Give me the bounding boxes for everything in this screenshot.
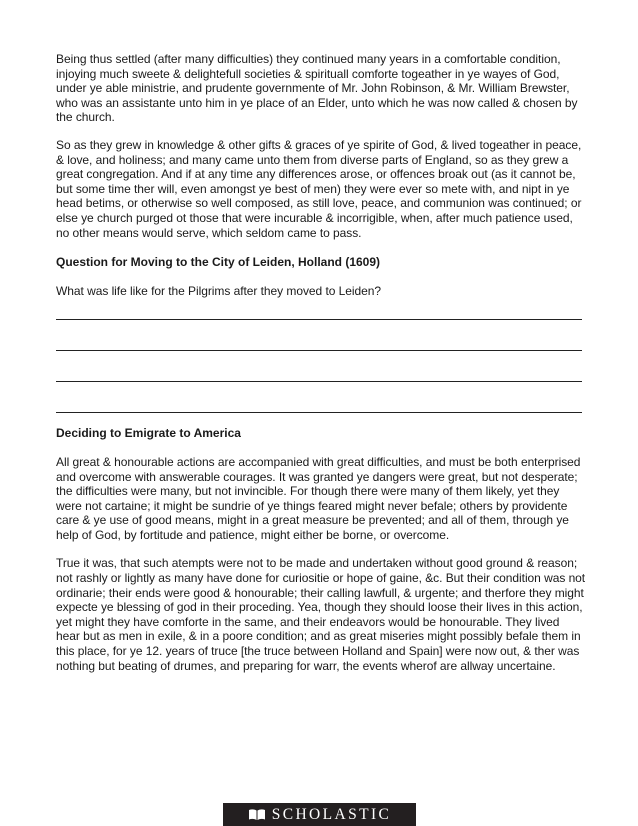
answer-line[interactable] [56, 319, 582, 320]
leiden-question-heading: Question for Moving to the City of Leiden, Holland (1609) [56, 255, 381, 270]
scholastic-logo [223, 803, 416, 826]
open-book-icon [248, 808, 266, 821]
answer-lines [56, 319, 586, 413]
america-paragraph-2: True it was, that such atempts were not to be made and undertaken without good ground & reason; not rashly or lightly as many have done for curiositie or hope of gaine, &c. But their condition was not ordinarie; their ends were good & honourable; their calling lawfull, & urgente; and therfore they might expecte ye blessing of god in their proceding. Yea, though they should loose their lives in this action, yet might they have comforte in the same, and their endeavors would be honourable. They lived hear but as men in exile, & in a poore condition; and as great miseries might possibly befale them in this place, for ye 12. years of truce [the truce between Holland and Spain] were now out, & ther was nothing but beating of drumes, and preparing for warr, the events wherof are allway uncertaine. [56, 556, 586, 673]
answer-line[interactable] [56, 412, 582, 413]
leiden-paragraph-2: So as they grew in knowledge & other gifts & graces of ye spirite of God, & lived togeather in peace, & love, and holiness; and many came unto them from diverse parts of England, so as they grew a great congregation. And if at any time any differences arose, or offences broak out (as it cannot be, but some time ther will, even amongst ye best of men) they were ever so mete with, and nipt in ye head betims, or otherwise so well composed, as still love, peace, and communion was continued; or else ye church purged ot those that were incurable & incorrigible, when, after much patience used, no other means would serve, which seldom came to pass. [56, 137, 582, 240]
logo-text: SCHOLASTIC [271, 805, 392, 823]
leiden-question-text: What was life like for the Pilgrims after they moved to Leiden? [56, 283, 381, 298]
answer-line[interactable] [56, 350, 582, 351]
america-paragraph-1: All great & honourable actions are accompanied with great difficulties, and must be both enterprised and overcome with answerable courages. It was granted ye dangers were great, but not desperate; the difficulties were many, but not invincible. For though there were many of them likely, yet they were not cartaine; it might be sundrie of ye things feared might never befale; others by providente care & ye use of good means, might in a great measure be prevented; and all of them, through ye help of God, by fortitude and patience, might either be borne, or overcome. [56, 454, 581, 542]
worksheet-page [56, 52, 586, 673]
answer-line[interactable] [56, 381, 582, 382]
america-heading: Deciding to Emigrate to America [56, 426, 241, 441]
leiden-paragraph-1: Being thus settled (after many difficulties) they continued many years in a comfortable condition, injoying much sweete & delightefull societies & spirituall comforte togeather in ye wayes of God, under ye able ministrie, and prudente governmente of Mr. John Robinson, & Mr. William Brewster, who was an assistante unto him in ye place of an Elder, unto which he was now called & chosen by the church. [56, 52, 578, 125]
